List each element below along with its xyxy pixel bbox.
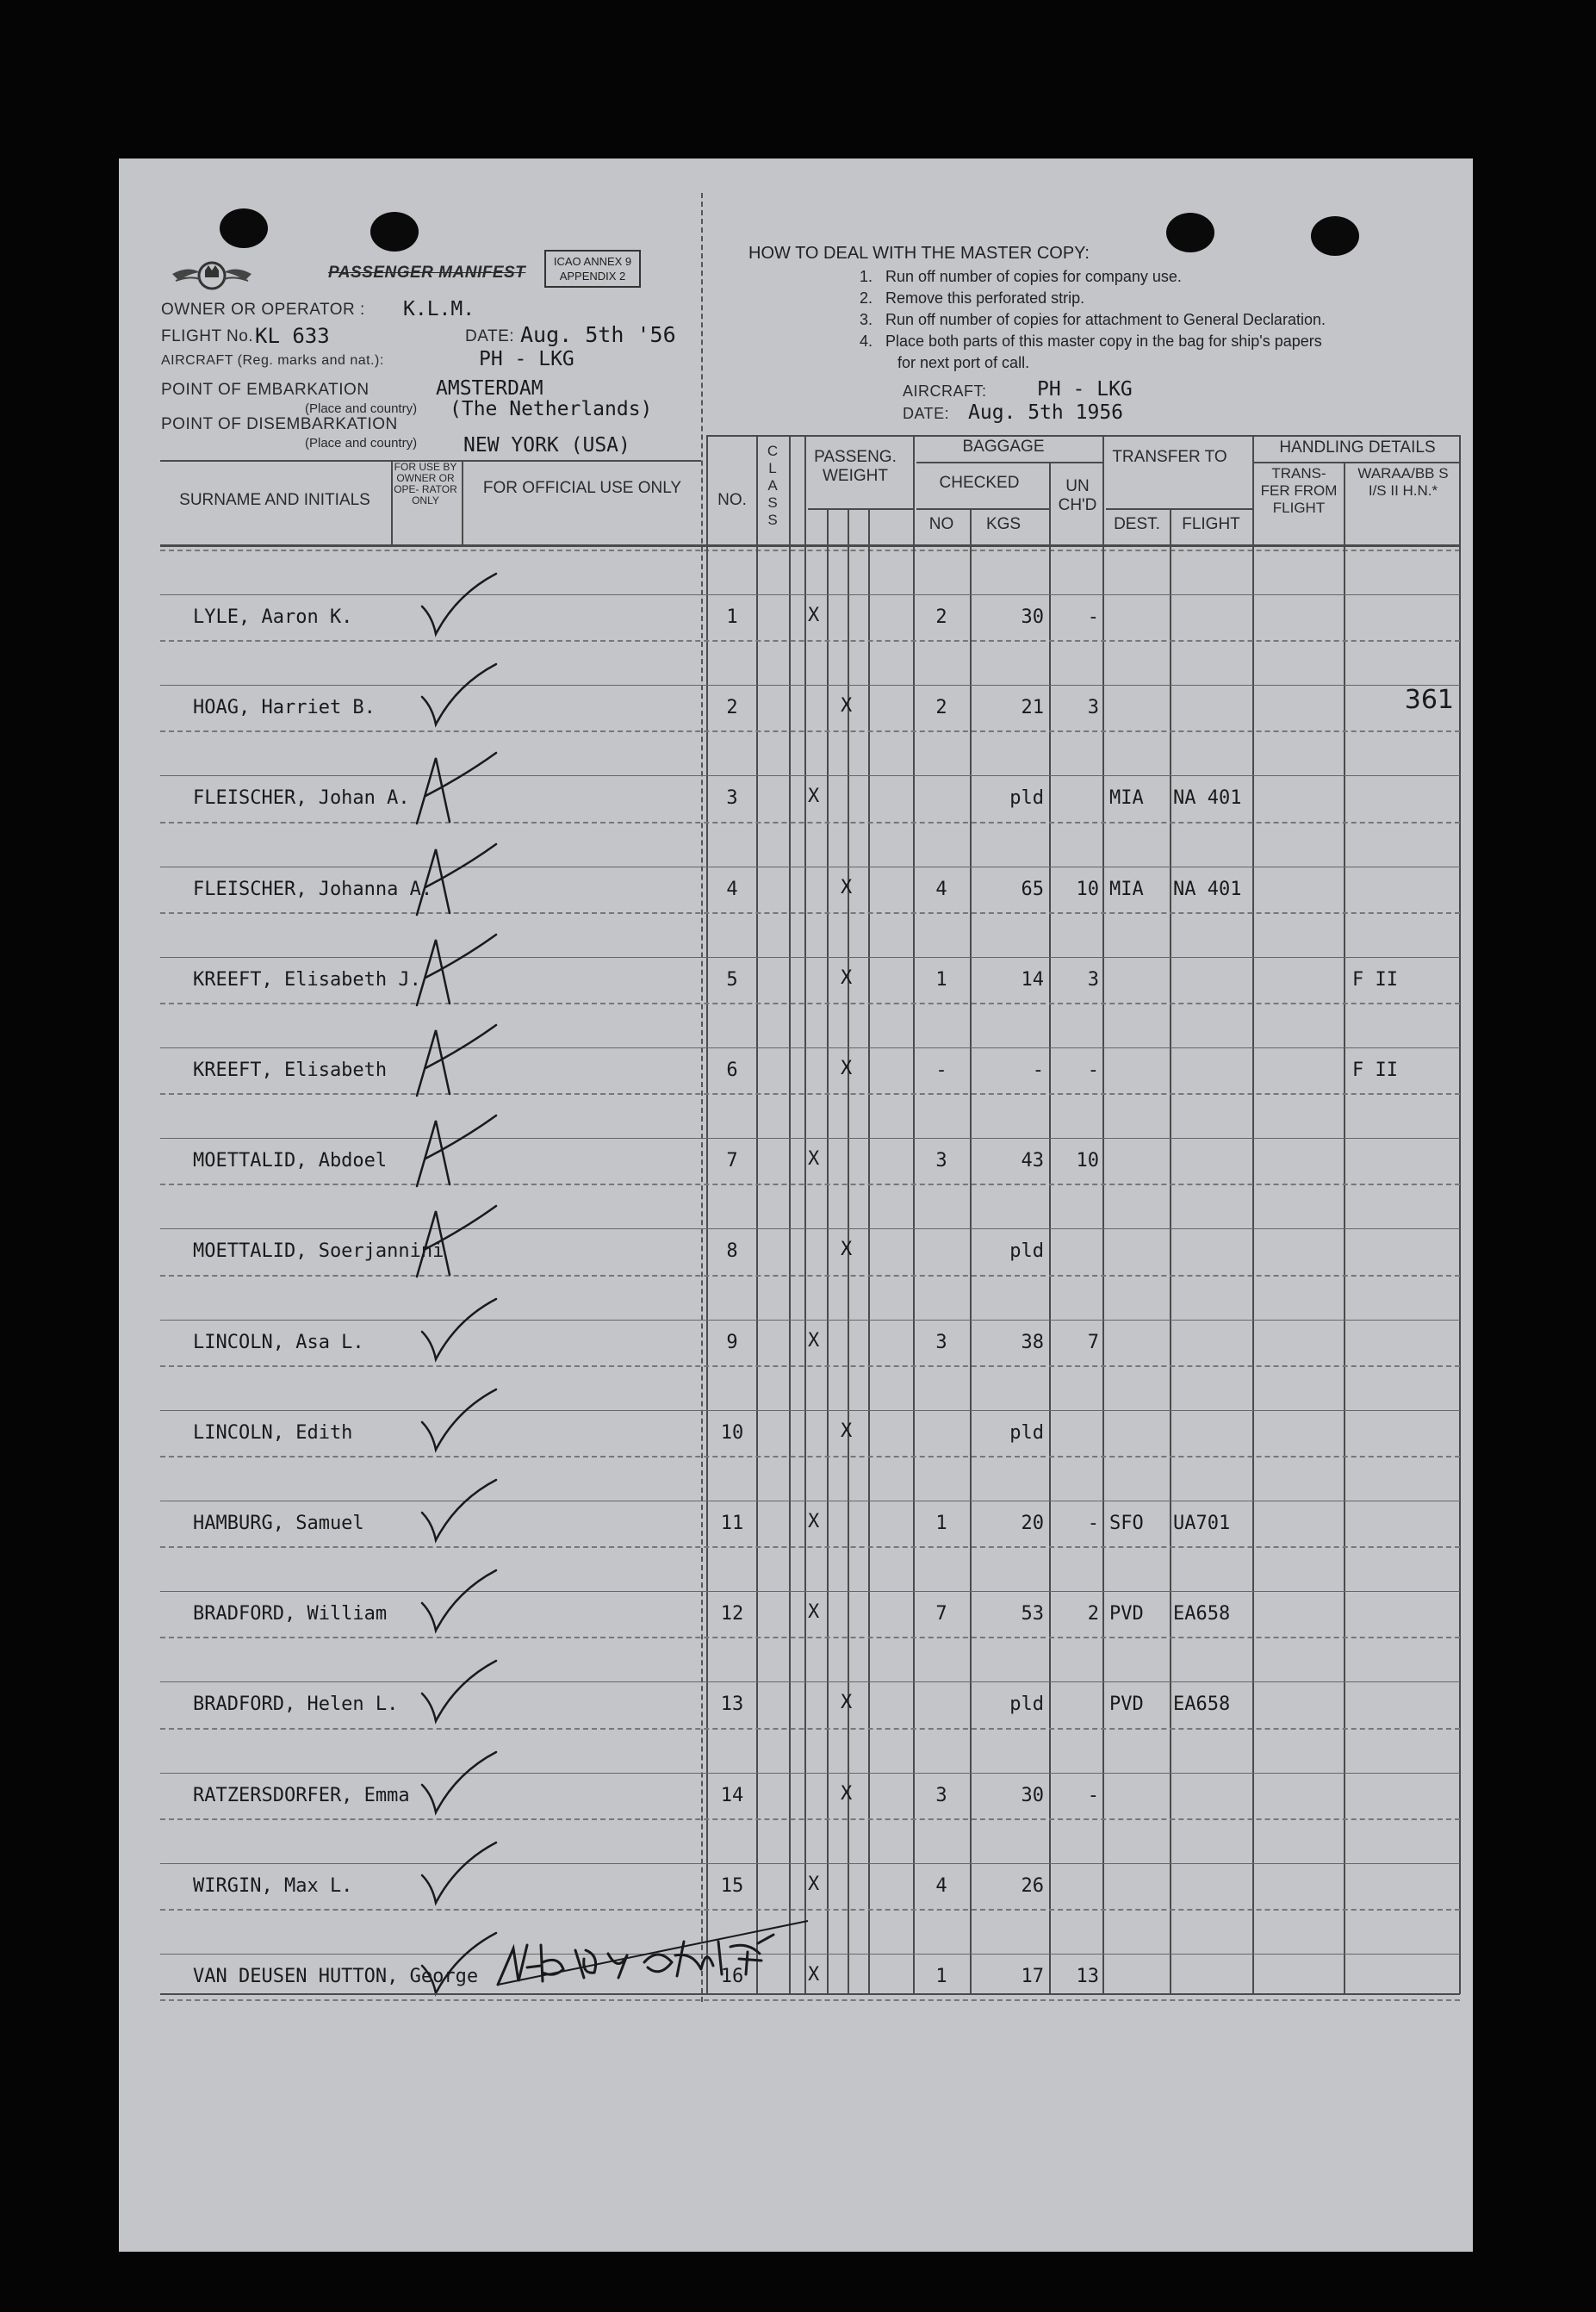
col-flight: FLIGHT xyxy=(1182,515,1240,533)
punch-hole xyxy=(220,208,268,248)
header-bottom xyxy=(160,544,1460,547)
passenger-name: LYLE, Aaron K. xyxy=(193,606,353,628)
col-divider xyxy=(462,460,463,546)
check-mark-icon xyxy=(413,1384,508,1462)
baggage-under xyxy=(916,462,1102,463)
instr-aircraft-label: AIRCRAFT: xyxy=(903,382,987,400)
check-mark-icon xyxy=(413,1656,508,1733)
bag-count: 2 xyxy=(935,697,947,719)
passenger-name: BRADFORD, William xyxy=(193,1603,388,1625)
bag-unchecked: 13 xyxy=(1076,1966,1099,1987)
transfer-flight: NA 401 xyxy=(1173,878,1242,900)
weight-x-mark: X xyxy=(808,1329,820,1352)
row-number: 2 xyxy=(726,697,738,719)
bag-count: 1 xyxy=(935,1513,947,1534)
transfer-dest: PVD xyxy=(1109,1603,1144,1625)
a-mark-icon xyxy=(413,931,508,1009)
table-row xyxy=(119,823,1473,914)
passenger-name: HOAG, Harriet B. xyxy=(193,697,376,719)
bag-kgs: 21 xyxy=(1021,697,1044,719)
row-number: 8 xyxy=(726,1240,738,1263)
row-line xyxy=(160,1228,1460,1229)
bag-count: 2 xyxy=(935,606,947,628)
bag-count: 4 xyxy=(935,1874,947,1897)
bag-kgs: 17 xyxy=(1021,1966,1044,1987)
instruction-item-1: 1. Run off number of copies for company use. xyxy=(860,268,1182,285)
bag-kgs: 30 xyxy=(1021,1784,1044,1806)
row-number: 9 xyxy=(726,1331,738,1353)
bag-count: 4 xyxy=(935,878,947,900)
weight-x-mark: X xyxy=(808,1601,820,1624)
weight-x-mark: X xyxy=(841,966,853,989)
row-number: 14 xyxy=(720,1784,744,1806)
row-number: 10 xyxy=(720,1421,744,1444)
table-row xyxy=(119,1638,1473,1729)
manifest-sheet xyxy=(119,158,1473,2252)
embarkation-country: (The Netherlands) xyxy=(450,398,653,420)
col-bag-no: NO xyxy=(928,515,954,533)
transfer-flight: UA701 xyxy=(1173,1513,1231,1534)
table-row xyxy=(119,1457,1473,1548)
row-line xyxy=(160,1863,1460,1864)
bag-kgs: 26 xyxy=(1021,1874,1044,1897)
passenger-name: VAN DEUSEN HUTTON, George xyxy=(193,1966,479,1987)
col-no: NO. xyxy=(717,491,747,509)
header-top-right xyxy=(706,435,1460,437)
weight-x-mark: X xyxy=(808,1873,820,1895)
bag-count: 1 xyxy=(935,968,947,991)
col-kgs: KGS xyxy=(985,515,1022,533)
check-mark-icon xyxy=(413,1747,508,1824)
table-row xyxy=(119,914,1473,1004)
transfer-dest: SFO xyxy=(1109,1513,1144,1534)
table-row xyxy=(119,551,1473,642)
row-line xyxy=(160,1591,1460,1592)
a-mark-icon xyxy=(413,841,508,918)
check-mark-icon xyxy=(413,1475,508,1552)
col-transfer-from: TRANS- FER FROM FLIGHT xyxy=(1260,465,1338,516)
bag-unchecked: - xyxy=(1087,1784,1099,1806)
bag-count: 3 xyxy=(935,1784,947,1806)
a-mark-icon xyxy=(413,749,508,827)
bag-kgs: pld xyxy=(1009,1240,1044,1263)
check-mark-icon xyxy=(413,1565,508,1643)
table-row xyxy=(119,1095,1473,1185)
weight-x-mark: X xyxy=(841,695,853,718)
handling-under xyxy=(1254,462,1461,463)
bag-count: 1 xyxy=(935,1966,947,1987)
weight-x-mark: X xyxy=(808,605,820,626)
flight-label: FLIGHT No. xyxy=(161,327,254,345)
passenger-name: MOETTALID, Abdoel xyxy=(193,1150,388,1172)
col-surname: SURNAME AND INITIALS xyxy=(179,491,370,509)
weight-x-mark: X xyxy=(841,1239,853,1261)
bag-unchecked: - xyxy=(1087,1513,1099,1534)
transfer-dest: MIA xyxy=(1109,787,1144,810)
bag-count: - xyxy=(935,1060,947,1081)
bag-unchecked: - xyxy=(1087,1060,1099,1081)
bag-count: 3 xyxy=(935,1331,947,1353)
klm-crown-logo-icon xyxy=(171,252,253,300)
instruction-item-3: 3. Run off number of copies for attachment to General Declaration. xyxy=(860,311,1326,328)
a-mark-icon xyxy=(413,1203,508,1280)
bag-kgs: pld xyxy=(1009,787,1044,810)
instruction-item-4: 4. Place both parts of this master copy in the bag for ship's papers xyxy=(860,333,1322,350)
passenger-name: BRADFORD, Helen L. xyxy=(193,1694,399,1716)
appendix-label: APPENDIX 2 xyxy=(559,270,626,283)
row-number: 15 xyxy=(720,1874,744,1897)
col-dest: DEST. xyxy=(1114,515,1160,533)
bag-kgs: 65 xyxy=(1021,878,1044,900)
annex-label: ICAO ANNEX 9 xyxy=(553,255,632,268)
row-number: 13 xyxy=(720,1694,744,1716)
handling-detail: 361 xyxy=(1404,685,1454,716)
row-number: 3 xyxy=(726,787,738,810)
punch-hole xyxy=(1166,213,1214,252)
col-divider xyxy=(391,460,393,546)
passenger-name: WIRGIN, Max L. xyxy=(193,1874,353,1897)
weight-under xyxy=(808,508,913,510)
table-row xyxy=(119,1367,1473,1457)
bag-kgs: 14 xyxy=(1021,968,1044,991)
col-unchd: UN CH'D xyxy=(1058,477,1097,514)
instr-date-label: DATE: xyxy=(903,405,950,422)
weight-x-mark: X xyxy=(841,1782,853,1805)
transfer-flight: EA658 xyxy=(1173,1603,1231,1625)
bag-unchecked: 10 xyxy=(1076,1150,1099,1172)
passenger-name: KREEFT, Elisabeth xyxy=(193,1060,388,1081)
row-line xyxy=(160,775,1460,776)
a-mark-icon xyxy=(413,1112,508,1190)
row-line xyxy=(160,1138,1460,1139)
col-class: CLASS xyxy=(767,443,779,528)
bag-unchecked: 10 xyxy=(1076,878,1099,900)
table-row xyxy=(119,1185,1473,1276)
table-row xyxy=(119,1730,1473,1820)
transfer-dest: MIA xyxy=(1109,878,1144,900)
bag-unchecked: 3 xyxy=(1087,697,1099,719)
col-operator-use: FOR USE BY OWNER OR OPE- RATOR ONLY xyxy=(394,461,457,507)
row-line xyxy=(160,1047,1460,1048)
instr-date-value: Aug. 5th 1956 xyxy=(968,401,1124,424)
passenger-name: MOETTALID, Soerjannini xyxy=(193,1240,444,1263)
weight-x-mark: X xyxy=(808,1964,820,1986)
weight-x-mark: X xyxy=(808,786,820,808)
row-line xyxy=(160,685,1460,686)
col-checked: CHECKED xyxy=(939,474,1020,492)
row-line xyxy=(160,1681,1460,1682)
table-row xyxy=(119,642,1473,732)
weight-x-mark: X xyxy=(841,1058,853,1079)
flight-value: KL 633 xyxy=(255,324,330,348)
check-mark-icon xyxy=(413,569,508,646)
row-number: 12 xyxy=(720,1603,744,1625)
weight-x-mark: X xyxy=(841,1692,853,1714)
handling-detail: F II xyxy=(1352,968,1398,991)
row-line xyxy=(160,1773,1460,1774)
embarkation-label: POINT OF EMBARKATION xyxy=(161,381,370,399)
aircraft-value: PH - LKG xyxy=(479,348,574,370)
table-row xyxy=(119,1277,1473,1367)
col-transfer-to: TRANSFER TO xyxy=(1112,448,1227,466)
bag-unchecked: 7 xyxy=(1087,1331,1099,1353)
bag-count: 3 xyxy=(935,1150,947,1172)
aircraft-label: AIRCRAFT (Reg. marks and nat.): xyxy=(161,353,384,368)
bag-kgs: 20 xyxy=(1021,1513,1044,1534)
weight-x-mark: X xyxy=(808,1148,820,1171)
instruction-item-4-cont: for next port of call. xyxy=(897,354,1030,371)
row-line xyxy=(160,1410,1460,1411)
bag-kgs: 53 xyxy=(1021,1603,1044,1625)
weight-x-mark: X xyxy=(841,1420,853,1442)
embarkation-place-label: (Place and country) xyxy=(305,401,418,416)
transfer-dest: PVD xyxy=(1109,1694,1144,1716)
row-number: 6 xyxy=(726,1060,738,1081)
table-row xyxy=(119,1004,1473,1095)
passenger-name: FLEISCHER, Johan A. xyxy=(193,787,410,810)
check-mark-icon xyxy=(413,1294,508,1371)
weight-x-mark: X xyxy=(808,1511,820,1532)
signature-text xyxy=(610,1919,723,1937)
row-number: 5 xyxy=(726,968,738,991)
row-number: 11 xyxy=(720,1513,744,1534)
row-number: 1 xyxy=(726,606,738,628)
bag-unchecked: 3 xyxy=(1087,968,1099,991)
passenger-name: HAMBURG, Samuel xyxy=(193,1513,364,1534)
date-label: DATE: xyxy=(465,327,515,345)
passenger-name: LINCOLN, Asa L. xyxy=(193,1331,364,1353)
transfer-flight: EA658 xyxy=(1173,1694,1231,1716)
bag-kgs: 43 xyxy=(1021,1150,1044,1172)
punch-hole xyxy=(1311,216,1359,256)
table-row xyxy=(119,732,1473,823)
checked-under xyxy=(916,508,1049,510)
transfer-under xyxy=(1106,508,1252,510)
manifest-title: PASSENGER MANIFEST xyxy=(328,264,526,282)
embarkation-value: AMSTERDAM xyxy=(436,377,543,400)
row-line xyxy=(160,1320,1460,1321)
col-waraa: WARAA/BB S I/S II H.N.* xyxy=(1357,465,1449,499)
row-number: 4 xyxy=(726,878,738,900)
bag-count: 7 xyxy=(935,1603,947,1625)
instructions-list xyxy=(860,266,1454,374)
instruction-item-2: 2. Remove this perforated strip. xyxy=(860,289,1085,307)
bag-kgs: 38 xyxy=(1021,1331,1044,1353)
instr-aircraft-value: PH - LKG xyxy=(1037,378,1133,401)
passenger-name: LINCOLN, Edith xyxy=(193,1421,353,1444)
passenger-name: RATZERSDORFER, Emma xyxy=(193,1784,410,1806)
col-passeng-weight: PASSENG. WEIGHT xyxy=(814,448,897,485)
bag-kgs: 30 xyxy=(1021,606,1044,628)
transfer-flight: NA 401 xyxy=(1173,787,1242,810)
bag-unchecked: - xyxy=(1087,606,1099,628)
handwritten-signature xyxy=(489,1873,851,2002)
check-mark-icon xyxy=(413,659,508,736)
icao-annex-box xyxy=(544,250,641,288)
col-baggage: BAGGAGE xyxy=(962,438,1045,456)
bag-kgs: pld xyxy=(1009,1694,1044,1716)
row-line xyxy=(160,594,1460,595)
bag-kgs: pld xyxy=(1009,1421,1044,1444)
disembarkation-label: POINT OF DISEMBARKATION xyxy=(161,415,398,433)
passenger-name: FLEISCHER, Johanna A. xyxy=(193,878,433,900)
bag-kgs: - xyxy=(1032,1060,1044,1081)
row-number: 16 xyxy=(720,1966,744,1987)
a-mark-icon xyxy=(413,1022,508,1099)
disembarkation-place-label: (Place and country) xyxy=(305,436,418,451)
owner-value: K.L.M. xyxy=(403,298,475,320)
table-row xyxy=(119,1548,1473,1638)
punch-hole xyxy=(370,212,419,252)
row-line xyxy=(160,957,1460,958)
passenger-name: KREEFT, Elisabeth J. xyxy=(193,968,421,991)
row-number: 7 xyxy=(726,1150,738,1172)
handling-detail: F II xyxy=(1352,1060,1398,1081)
weight-x-mark: X xyxy=(841,876,853,898)
instructions-title: HOW TO DEAL WITH THE MASTER COPY: xyxy=(748,244,1090,263)
bag-unchecked: 2 xyxy=(1087,1603,1099,1625)
col-handling: HANDLING DETAILS xyxy=(1279,438,1436,457)
date-value: Aug. 5th '56 xyxy=(520,322,676,347)
owner-label: OWNER OR OPERATOR : xyxy=(161,301,365,319)
disembarkation-value: NEW YORK (USA) xyxy=(463,434,630,457)
col-official-use: FOR OFFICIAL USE ONLY xyxy=(482,479,682,497)
